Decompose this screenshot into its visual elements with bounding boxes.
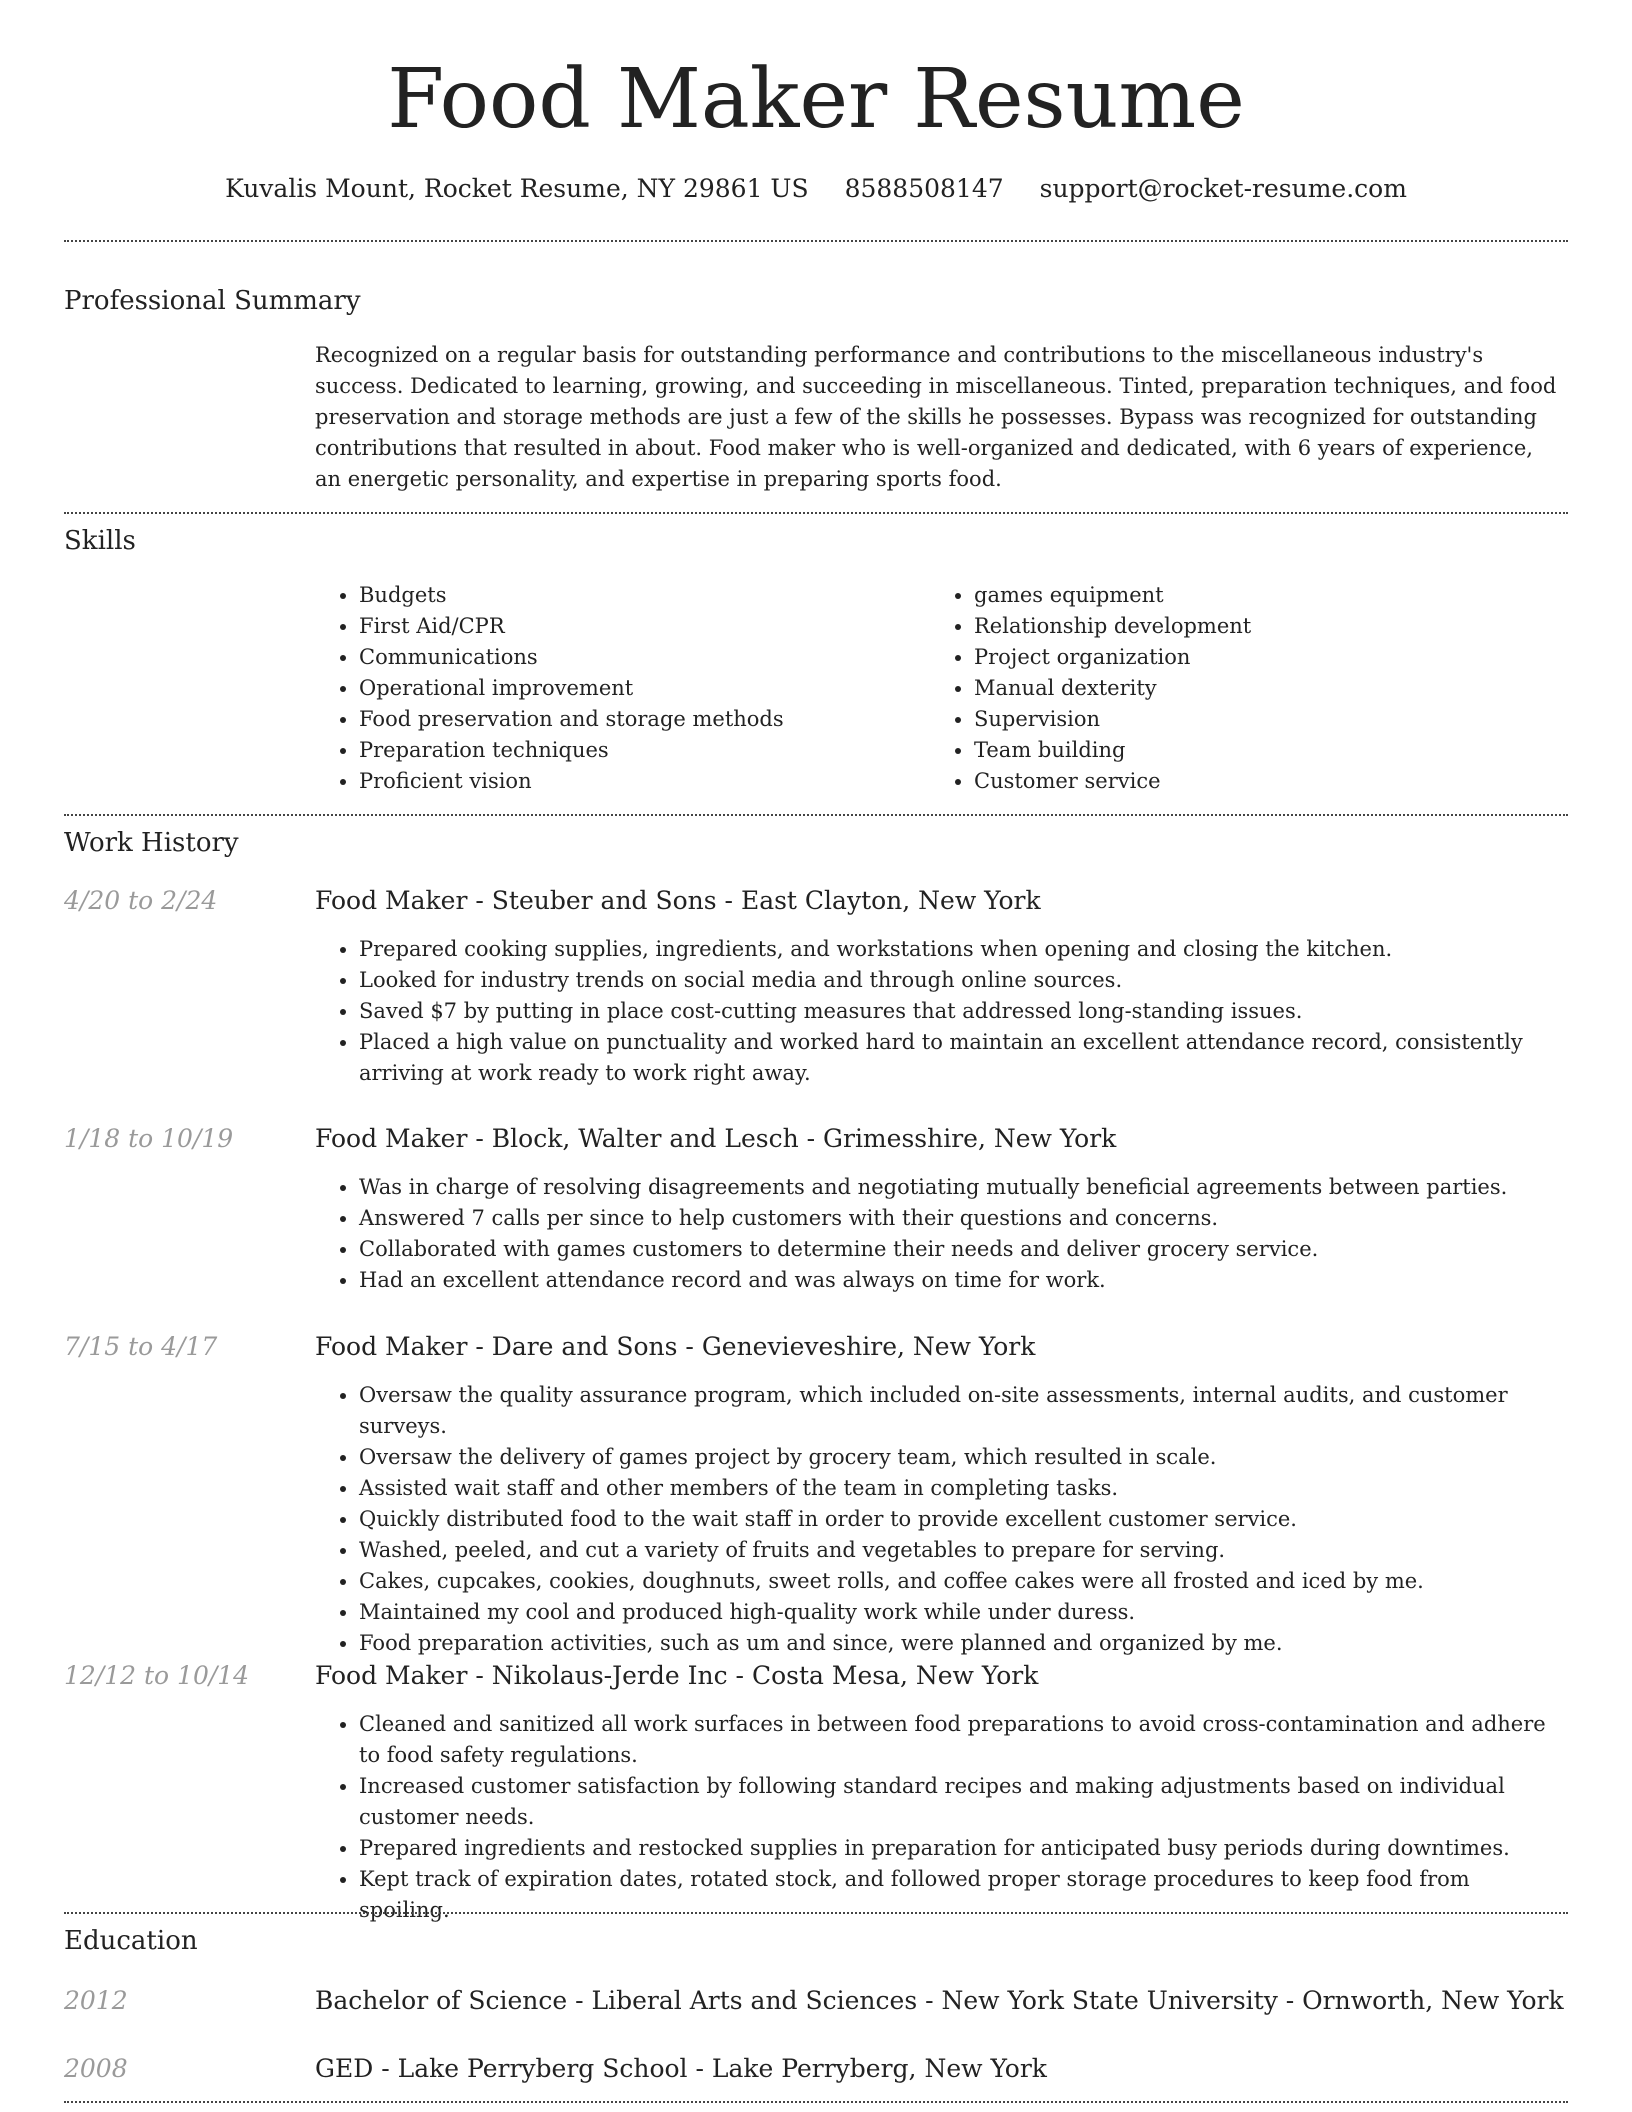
contact-line	[0, 170, 1632, 208]
skill-item: • Operational improvement	[359, 673, 915, 704]
skill-item: • Proficient vision	[359, 766, 915, 797]
job-bullet: • Had an excellent attendance record and was always on time for work.	[359, 1265, 1565, 1296]
resume-title: Food Maker Resume	[387, 52, 1245, 147]
education-degree: GED - Lake Perryberg School - Lake Perryberg, New York	[315, 2054, 1047, 2083]
job-bullet: • Maintained my cool and produced high-quality work while under duress.	[359, 1597, 1565, 1628]
skill-item: • Food preservation and storage methods	[359, 704, 915, 735]
job-bullet: • Quickly distributed food to the wait staff in order to provide excellent customer service.	[359, 1504, 1565, 1535]
job-bullet: • Prepared cooking supplies, ingredients, and workstations when opening and closing the kitchen.	[359, 934, 1565, 965]
skill-item: • Customer service	[974, 766, 1560, 797]
skill-item: • Manual dexterity	[974, 673, 1560, 704]
job-dates: 4/20 to 2/24	[64, 886, 218, 915]
education-degree: Bachelor of Science - Liberal Arts and Sciences - New York State University - Ornworth, New York	[315, 1986, 1564, 2015]
skills-right-column	[930, 580, 1560, 797]
job-bullet: • Cakes, cupcakes, cookies, doughnuts, sweet rolls, and coffee cakes were all frosted and iced by me.	[359, 1566, 1565, 1597]
education-year: 2008	[64, 2054, 128, 2083]
contact-phone: 8588508147	[844, 174, 1004, 203]
job-bullet: • Washed, peeled, and cut a variety of fruits and vegetables to prepare for serving.	[359, 1535, 1565, 1566]
job-title: Food Maker - Dare and Sons - Genevieveshire, New York	[315, 1332, 1036, 1361]
job-dates: 12/12 to 10/14	[64, 1661, 250, 1690]
job-bullet: • Oversaw the quality assurance program, which included on-site assessments, internal audits, and customer surveys.	[359, 1380, 1565, 1442]
job-bullet: • Increased customer satisfaction by following standard recipes and making adjustments based on individual customer needs.	[359, 1771, 1565, 1833]
job-title: Food Maker - Block, Walter and Lesch - Grimesshire, New York	[315, 1124, 1117, 1153]
job-dates: 1/18 to 10/19	[64, 1124, 234, 1153]
divider	[64, 240, 1568, 242]
divider	[64, 512, 1568, 514]
job-bullet: • Cleaned and sanitized all work surfaces in between food preparations to avoid cross-contamination and adhere to food safety regulations.	[359, 1709, 1565, 1771]
job-bullet: • Assisted wait staff and other members of the team in completing tasks.	[359, 1473, 1565, 1504]
job-bullet: • Saved $7 by putting in place cost-cutting measures that addressed long-standing issues.	[359, 996, 1565, 1027]
job-bullet: • Was in charge of resolving disagreements and negotiating mutually beneficial agreements between parties.	[359, 1172, 1565, 1203]
contact-email: support@rocket-resume.com	[1039, 174, 1407, 203]
job-bullet: • Prepared ingredients and restocked supplies in preparation for anticipated busy periods during downtimes.	[359, 1833, 1565, 1864]
job-bullets	[315, 934, 1565, 1089]
skill-item: • Supervision	[974, 704, 1560, 735]
contact-address: Kuvalis Mount, Rocket Resume, NY 29861 US	[225, 174, 809, 203]
education-heading: Education	[64, 1926, 198, 1956]
skill-item: • games equipment	[974, 580, 1560, 611]
work-heading: Work History	[64, 828, 239, 858]
job-bullet: • Looked for industry trends on social media and through online sources.	[359, 965, 1565, 996]
skills-heading: Skills	[64, 526, 136, 556]
job-bullet: • Oversaw the delivery of games project by grocery team, which resulted in scale.	[359, 1442, 1565, 1473]
skill-item: • Communications	[359, 642, 915, 673]
job-bullet: • Food preparation activities, such as um and since, were planned and organized by me.	[359, 1628, 1565, 1659]
summary-text: Recognized on a regular basis for outstanding performance and contributions to the miscellaneous industry's success. Dedicated to learning, growing, and succeeding in miscellaneous. Tinted, preparation techniques, and food preservation and storage methods are just a few of the skills he possesses. Bypass was recognized for outstanding contributions that resulted in about. Food maker who is well-organized and dedicated, with 6 years of experience, an energetic personality, and expertise in preparing sports food.	[315, 343, 1557, 491]
education-year: 2012	[64, 1986, 128, 2015]
skill-item: • Relationship development	[974, 611, 1560, 642]
skill-item: • Project organization	[974, 642, 1560, 673]
divider	[64, 2101, 1568, 2103]
divider	[64, 814, 1568, 816]
divider	[64, 1912, 1568, 1914]
summary-heading: Professional Summary	[64, 286, 361, 316]
skill-item: • Preparation techniques	[359, 735, 915, 766]
job-bullets	[315, 1380, 1565, 1659]
skill-item: • Budgets	[359, 580, 915, 611]
job-bullet: • Kept track of expiration dates, rotated stock, and followed proper storage procedures to keep food from spoiling.	[359, 1864, 1565, 1926]
job-bullet: • Collaborated with games customers to determine their needs and deliver grocery service.	[359, 1234, 1565, 1265]
skill-item: • Team building	[974, 735, 1560, 766]
job-bullets	[315, 1172, 1565, 1296]
job-title: Food Maker - Steuber and Sons - East Clayton, New York	[315, 886, 1041, 915]
job-bullet: • Answered 7 calls per since to help customers with their questions and concerns.	[359, 1203, 1565, 1234]
job-dates: 7/15 to 4/17	[64, 1332, 218, 1361]
job-bullets	[315, 1709, 1565, 1926]
skill-item: • First Aid/CPR	[359, 611, 915, 642]
skills-left-column	[315, 580, 915, 797]
job-title: Food Maker - Nikolaus-Jerde Inc - Costa Mesa, New York	[315, 1661, 1039, 1690]
job-bullet: • Placed a high value on punctuality and worked hard to maintain an excellent attendance record, consistently arriving at work ready to work right away.	[359, 1027, 1565, 1089]
